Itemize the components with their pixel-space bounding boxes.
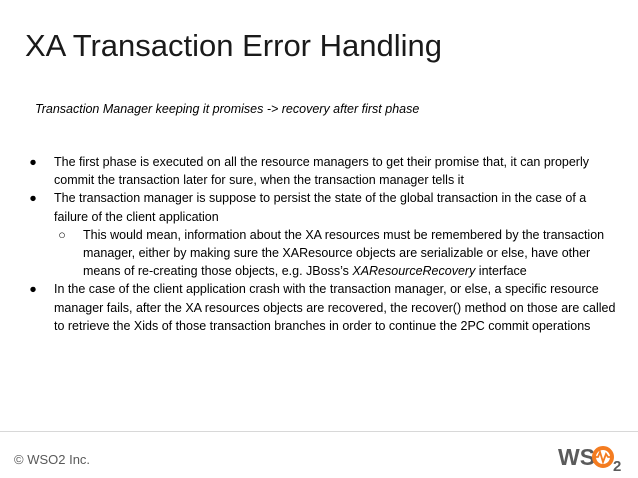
bullet-text: In the case of the client application crash with the transaction manager, or else, a specific resource manager fails, after the XA resources objects are recovered, the recover() method on those are called to retrieve the Xids of those transaction branches in order to continue the 2PC commit operations (54, 282, 616, 333)
bullet-icon: ● (29, 282, 37, 297)
copyright-text: © WSO2 Inc. (14, 452, 91, 467)
bullet-item-1 (25, 153, 620, 189)
slide-subtitle: Transaction Manager keeping it promises -> recovery after first phase (35, 102, 420, 116)
sub-bullet-item (25, 226, 620, 281)
bullet-item-3 (25, 280, 620, 335)
logo-subscript: 2 (613, 458, 622, 473)
sub-bullet-icon: ○ (58, 227, 66, 242)
bullet-icon: ● (29, 191, 37, 206)
bullet-text: The first phase is executed on all the resource managers to get their promise that, it can properly commit the transaction later for sure, when the transaction manager tells it (54, 155, 589, 188)
sub-bullet-emphasis: XAResourceRecovery (352, 264, 476, 279)
sub-bullet-text: This would mean, information about the XA resources must be remembered by the transaction manager, either by making sure the XAResource objects are serializable or else, have other means of re-creating those objects, e.g. JBoss’s (83, 227, 605, 279)
sub-bullet-text-end: interface (475, 264, 527, 279)
footer-divider (0, 431, 638, 432)
bullet-icon: ● (29, 155, 37, 169)
bullet-item-2 (25, 189, 620, 225)
slide-title: XA Transaction Error Handling (25, 28, 442, 63)
wso2-logo (558, 441, 624, 473)
logo-letters: WS (558, 444, 596, 470)
bullet-list (25, 153, 620, 335)
bullet-text: The transaction manager is suppose to persist the state of the global transaction in the case of a failure of the client application (54, 191, 587, 224)
